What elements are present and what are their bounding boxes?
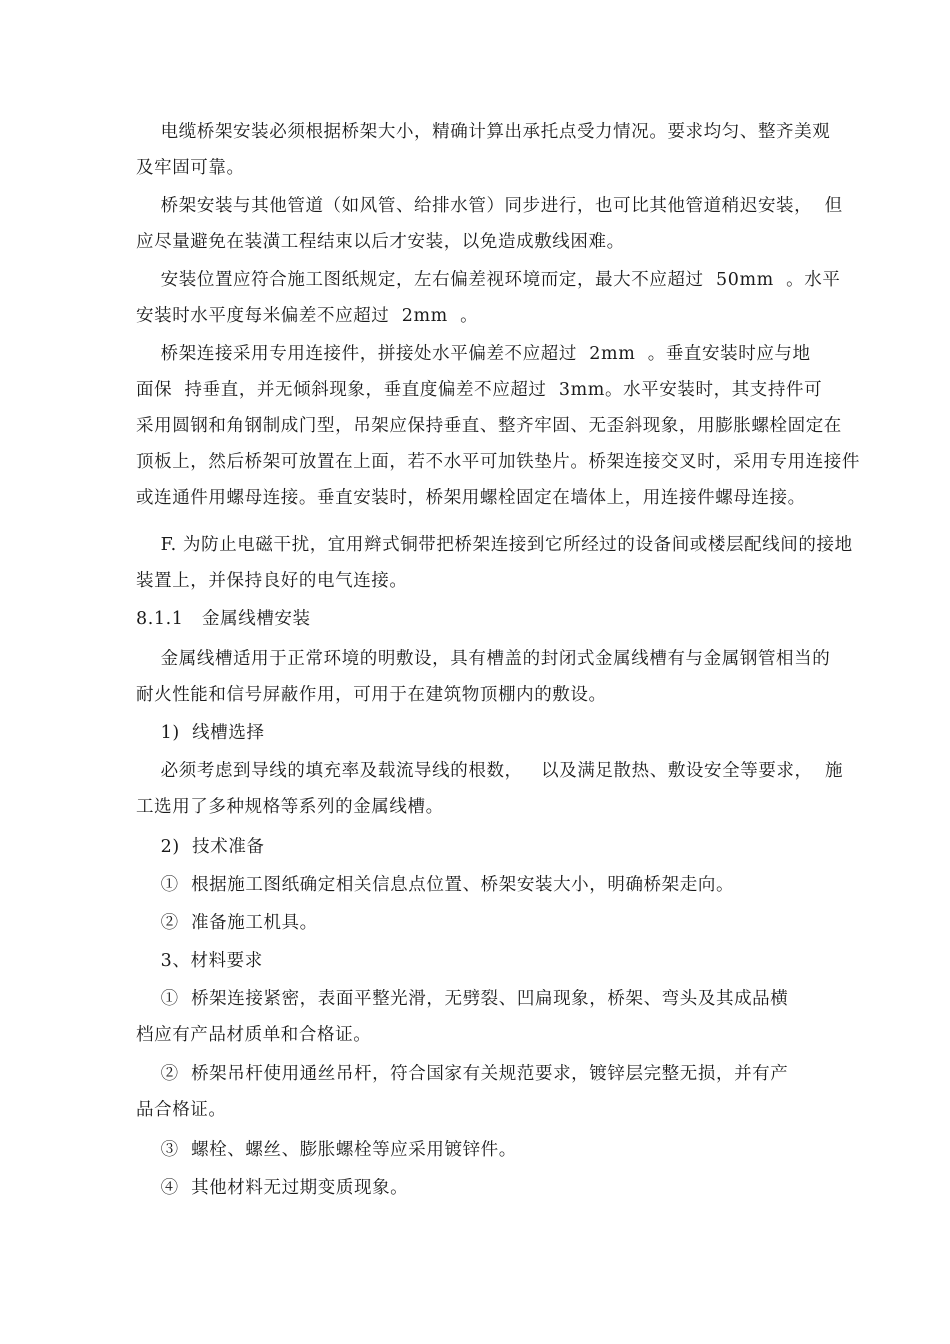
text-line: 档应有产品材质单和合格证。 [136, 1025, 372, 1045]
list-item-galvanized-fasteners: ③ 螺栓、螺丝、膨胀螺栓等应采用镀锌件。 [136, 1140, 517, 1160]
paragraph-bridge-sync-pipes [136, 188, 844, 260]
text-line: 装置上，并保持良好的电气连接。 [136, 571, 408, 591]
text-line: 电缆桥架安装必须根据桥架大小，精确计算出承托点受力情况。要求均匀、整齐美观 [136, 122, 831, 142]
text-line: ① 桥架连接紧密，表面平整光滑，无劈裂、凹扁现象，桥架、弯头及其成品横 [136, 989, 789, 1009]
text-line: 应尽量避免在装潢工程结束以后才安装，以免造成敷线困难。 [136, 232, 625, 252]
text-line: 安装时水平度每米偏差不应超过 2mm 。 [136, 306, 479, 326]
text-line: ② 桥架吊杆使用通丝吊杆，符合国家有关规范要求，镀锌层完整无损，并有产 [136, 1064, 789, 1084]
text-line: 或连通件用螺母连接。垂直安装时，桥架用螺栓固定在墙体上，用连接件螺母连接。 [136, 488, 806, 508]
text-line: 面保 持垂直，并无倾斜现象，垂直度偏差不应超过 3mm。水平安装时，其支持件可 [136, 380, 823, 400]
text-line: 顶板上，然后桥架可放置在上面，若不水平可加铁垫片。桥架连接交叉时，采用专用连接件 [136, 452, 860, 472]
text-line: 品合格证。 [136, 1100, 227, 1120]
paragraph-emi-grounding [136, 527, 853, 599]
text-line: F. 为防止电磁干扰，宜用辫式铜带把桥架连接到它所经过的设备间或楼层配线间的接地 [136, 535, 853, 555]
list-item-no-expired-materials: ④ 其他材料无过期变质现象。 [136, 1178, 409, 1198]
text-line: 桥架连接采用专用连接件，拼接处水平偏差不应超过 2mm 。垂直安装时应与地 [136, 344, 811, 364]
list-item-determine-points: ① 根据施工图纸确定相关信息点位置、桥架安装大小，明确桥架走向。 [136, 875, 735, 895]
text-line: 采用圆钢和角钢制成门型，吊架应保持垂直、整齐牢固、无歪斜现象，用膨胀螺栓固定在 [136, 416, 842, 436]
text-line: 安装位置应符合施工图纸规定，左右偏差视环境而定，最大不应超过 50mm 。水平 [136, 270, 841, 290]
subheading-technical-preparation: 2) 技术准备 [136, 837, 265, 857]
text-line: 桥架安装与其他管道（如风管、给排水管）同步进行，也可比其他管道稍迟安装， 但 [136, 196, 843, 216]
section-heading-metal-trunking: 8.1.1 金属线槽安装 [136, 609, 311, 629]
text-line: 工选用了多种规格等系列的金属线槽。 [136, 797, 444, 817]
text-line: 金属线槽适用于正常环境的明敷设，具有槽盖的封闭式金属线槽有与金属钢管相当的 [136, 649, 831, 669]
text-line: 及牢固可靠。 [136, 158, 245, 178]
paragraph-bridge-connection [136, 336, 860, 516]
text-line: 必须考虑到导线的填充率及载流导线的根数， 以及满足散热、敷设安全等要求， 施 [136, 761, 844, 781]
subheading-trunking-selection: 1) 线槽选择 [136, 723, 265, 743]
list-item-hanger-rods [136, 1056, 844, 1128]
paragraph-bridge-install-calc [136, 114, 844, 186]
text-line: 耐火性能和信号屏蔽作用，可用于在建筑物顶棚内的敷设。 [136, 685, 607, 705]
list-item-bridge-surface [136, 981, 844, 1053]
paragraph-trunking-selection [136, 753, 844, 825]
paragraph-metal-trunking-usage [136, 641, 844, 713]
subheading-material-requirements: 3、材料要求 [136, 951, 263, 971]
paragraph-install-position [136, 262, 844, 334]
list-item-prepare-tools: ② 准备施工机具。 [136, 913, 318, 933]
